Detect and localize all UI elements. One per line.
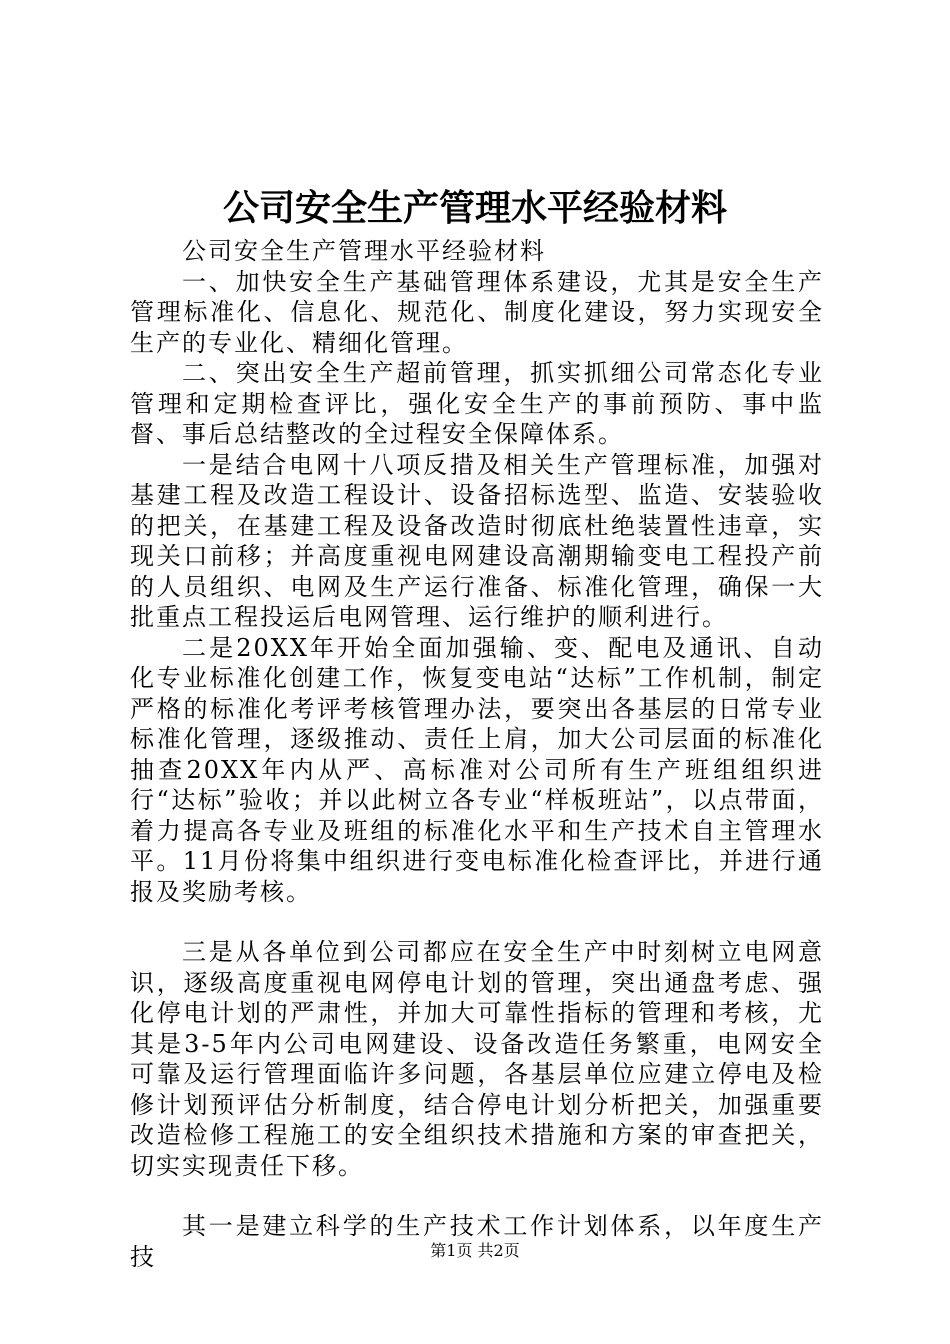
paragraph-section-1: 一、加快安全生产基础管理体系建设，尤其是安全生产管理标准化、信息化、规范化、制度化建设，努力实现安全生产的专业化、精细化管理。	[130, 267, 824, 357]
page-footer: 第1页 共2页	[430, 1241, 520, 1260]
paragraph-item-3: 三是从各单位到公司都应在安全生产中时刻树立电网意识，逐级高度重视电网停电计划的管理，突出通盘考虑、强化停电计划的严肃性，并加大可靠性指标的管理和考核，尤其是3-5年内公司电网建设、设备改造任务繁重，电网安全可靠及运行管理面临许多问题，各基层单位应建立停电及检修计划预评估分析制度，结合停电计划分析把关，加强重要改造检修工程施工的安全组织技术措施和方案的审查把关，切实实现责任下移。	[130, 938, 824, 1180]
paragraph-item-1: 一是结合电网十八项反措及相关生产管理标准，加强对基建工程及改造工程设计、设备招标选型、监造、安装验收的把关，在基建工程及设备改造时彻底杜绝装置性违章，实现关口前移；并高度重视电网建设高潮期输变电工程投产前的人员组织、电网及生产运行准备、标准化管理，确保一大批重点工程投运后电网管理、运行维护的顺利进行。	[130, 450, 824, 631]
paragraph-section-2: 二、突出安全生产超前管理，抓实抓细公司常态化专业管理和定期检查评比，强化安全生产的事前预防、事中监督、事后总结整改的全过程安全保障体系。	[130, 359, 824, 448]
paragraph-item-4: 其一是建立科学的生产技术工作计划体系，以年度生产技	[130, 1212, 824, 1271]
paragraph-item-2: 二是20XX年开始全面加强输、变、配电及通讯、自动化专业标准化创建工作，恢复变电站“达标”工作机制，制定严格的标准化考评考核管理办法，要突出各基层的日常专业标准化管理，逐级推动、责任上肩，加大公司层面的标准化抽查20XX年内从严、高标准对公司所有生产班组组织进行“达标”验收；并以此树立各专业“样板班站”，以点带面，着力提高各专业及班组的标准化水平和生产技术自主管理水平。11月份将集中组织进行变电标准化检查评比，并进行通报及奖励考核。	[130, 633, 824, 906]
document-title: 公司安全生产管理水平经验材料	[222, 187, 727, 229]
paragraph-subtitle: 公司安全生产管理水平经验材料	[182, 237, 546, 265]
document-body	[130, 236, 824, 1272]
